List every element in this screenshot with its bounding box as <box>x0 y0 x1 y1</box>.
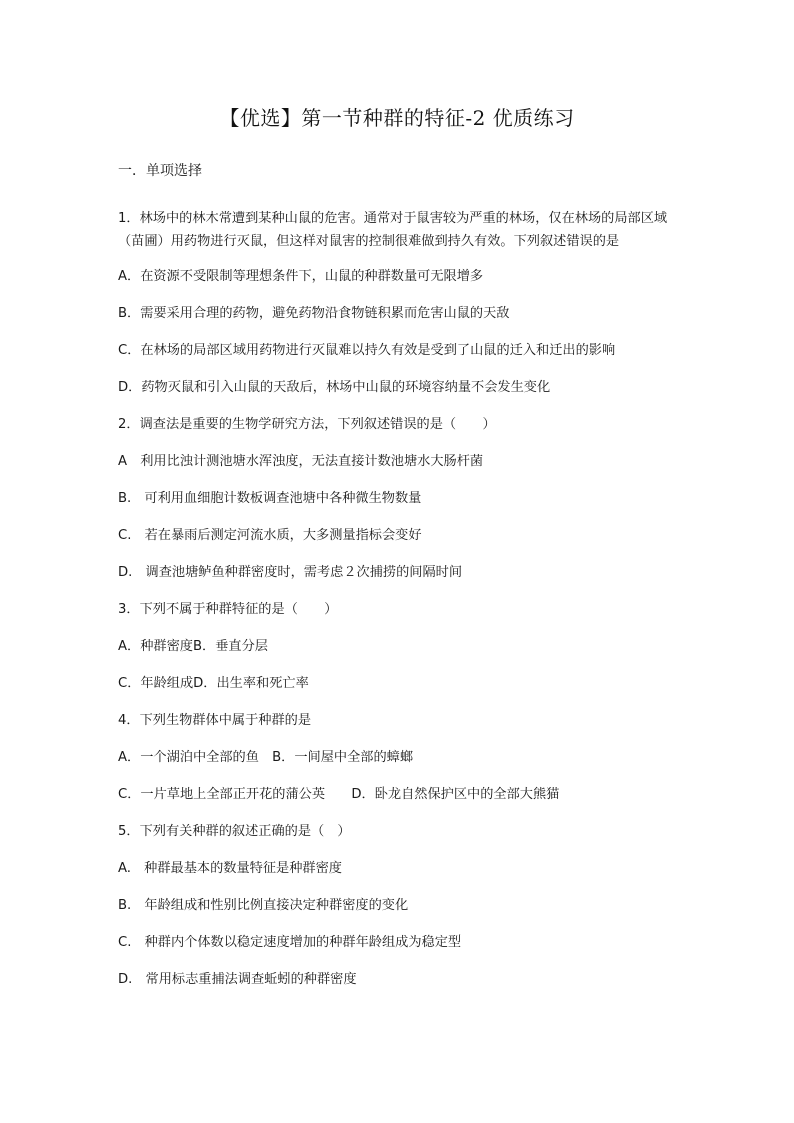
question-4-options-cd: C．一片草地上全部正开花的蒲公英 D．卧龙自然保护区中的全部大熊猫 <box>118 787 560 802</box>
question-5-option-a: A. 种群最基本的数量特征是种群密度 <box>118 861 342 876</box>
question-2-option-c: C. 若在暴雨后测定河流水质，大多测量指标会变好 <box>118 528 422 543</box>
question-list <box>118 207 683 1006</box>
question-1-stem: 1．林场中的林木常遭到某种山鼠的危害。通常对于鼠害较为严重的林场，仅在林场的局部区域（苗圃）用药物进行灭鼠，但这样对鼠害的控制很难做到持久有效。下列叙述错误的是 <box>118 211 668 249</box>
question-1-option-b: B．需要采用合理的药物，避免药物沿食物链积累而危害山鼠的天敌 <box>118 306 510 321</box>
question-1-option-c: C．在林场的局部区域用药物进行灭鼠难以持久有效是受到了山鼠的迁入和迁出的影响 <box>118 343 616 358</box>
question-2-option-a: A 利用比浊计测池塘水浑浊度，无法直接计数池塘水大肠杆菌 <box>118 454 484 469</box>
question-5-option-d: D. 常用标志重捕法调查蚯蚓的种群密度 <box>118 972 357 987</box>
question-3-options-cd: C．年龄组成D．出生率和死亡率 <box>118 676 309 691</box>
question-4-stem: 4．下列生物群体中属于种群的是 <box>118 713 312 728</box>
question-5-option-b: B. 年龄组成和性别比例直接决定种群密度的变化 <box>118 898 409 913</box>
question-3-options-ab: A．种群密度B．垂直分层 <box>118 639 268 654</box>
question-1-option-d: D．药物灭鼠和引入山鼠的天敌后，林场中山鼠的环境容纳量不会发生变化 <box>118 380 551 395</box>
question-1-option-a: A．在资源不受限制等理想条件下，山鼠的种群数量可无限增多 <box>118 269 484 284</box>
question-3-stem: 3．下列不属于种群特征的是（ ） <box>118 602 338 617</box>
document-title: 【优选】第一节种群的特征-2 优质练习 <box>219 106 575 130</box>
question-2-option-b: B. 可利用血细胞计数板调查池塘中各种微生物数量 <box>118 491 422 506</box>
section-heading: 一．单项选择 <box>118 163 202 179</box>
question-2-stem: 2．调查法是重要的生物学研究方法，下列叙述错误的是（ ） <box>118 417 496 432</box>
question-4-options-ab: A．一个湖泊中全部的鱼 B．一间屋中全部的蟑螂 <box>118 750 414 765</box>
question-5-option-c: C. 种群内个体数以稳定速度增加的种群年龄组成为稳定型 <box>118 935 462 950</box>
question-5-stem: 5．下列有关种群的叙述正确的是（ ） <box>118 824 351 839</box>
question-2-option-d: D. 调查池塘鲈鱼种群密度时，需考虑２次捕捞的间隔时间 <box>118 565 463 580</box>
